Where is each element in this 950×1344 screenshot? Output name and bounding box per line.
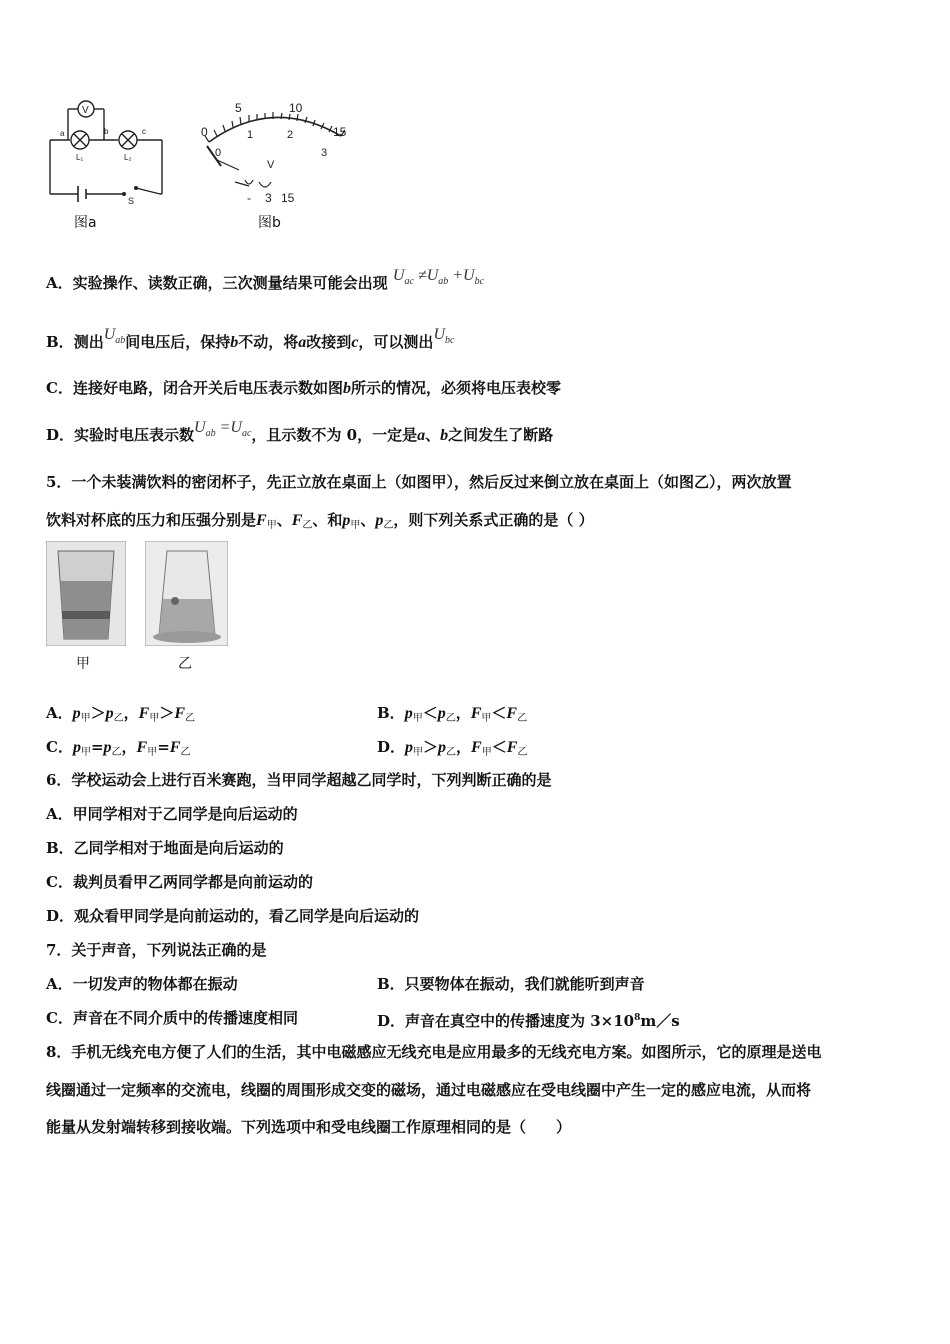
- node-b-label: b: [104, 127, 109, 136]
- q4-option-b: B．测出$U_{ab}$间电压后，保持b不动，将a改接到c，可以测出$U_{bc}$: [46, 326, 455, 351]
- q6-option-c: C．裁判员看甲乙两同学都是向前运动的: [46, 873, 313, 891]
- q4-option-d: D．实验时电压表示数$U_{ab} =U_{ac}$，且示数不为 0，一定是a、b之间发生了断路: [46, 419, 554, 444]
- q5-stem-line2: 饮料对杯底的压力和压强分别是$F_甲$、$F_乙$、和$p_甲$、$p_乙$，则下列关系式正确的是（ ）: [46, 511, 594, 531]
- q5-option-a: A．$p_甲>p_乙$，$F_甲>F_乙$: [46, 704, 196, 724]
- lamp2-label: L₂: [124, 153, 132, 162]
- q6-option-b: B．乙同学相对于地面是向后运动的: [46, 839, 284, 857]
- scale-bottom-2: 2: [287, 129, 294, 141]
- scale-top-10: 10: [289, 101, 303, 115]
- q5-option-b: B．$p_甲<p_乙$，$F_甲<F_乙$: [377, 704, 528, 724]
- cup1-label: 甲: [76, 656, 90, 672]
- fig-a-label: 图a: [74, 215, 97, 231]
- q8-stem-line2: 线圈通过一定频率的交流电，线圈的周围形成交变的磁场，通过电磁感应在受电线圈中产生一定的感应电流，从而将: [46, 1081, 812, 1099]
- meter-unit: V: [267, 159, 275, 171]
- terminal-minus: -: [247, 191, 251, 205]
- switch-label: S: [128, 196, 135, 204]
- q4-option-a: A．实验操作、读数正确，三次测量结果可能会出现 $U_{ac} \ne U_{ab} +U_{bc}$: [46, 267, 485, 292]
- terminal-15: 15: [281, 191, 295, 205]
- circuit-diagram: [40, 96, 170, 204]
- scale-top-15: 15: [333, 125, 347, 139]
- voltmeter-dial: [195, 96, 355, 208]
- node-a-label: a: [60, 129, 65, 138]
- q8-stem-line1: 8．手机无线充电方便了人们的生活，其中电磁感应无线充电是应用最多的无线充电方案。如图所示，它的原理是送电: [46, 1043, 822, 1061]
- q7-stem: 7．关于声音，下列说法正确的是: [46, 941, 267, 959]
- q7-option-b: B．只要物体在振动，我们就能听到声音: [377, 975, 645, 993]
- q7-option-a: A．一切发声的物体都在振动: [46, 975, 238, 993]
- fig-b-label: 图b: [258, 215, 281, 231]
- q6-option-d: D．观众看甲同学是向前运动的，看乙同学是向后运动的: [46, 907, 420, 925]
- q4-option-c: C．连接好电路，闭合开关后电压表示数如图b所示的情况，必须将电压表校零: [46, 379, 561, 397]
- q7-option-c: C．声音在不同介质中的传播速度相同: [46, 1009, 298, 1027]
- q6-stem: 6．学校运动会上进行百米赛跑，当甲同学超越乙同学时，下列判断正确的是: [46, 771, 552, 789]
- voltmeter-symbol: V: [82, 105, 89, 116]
- scale-bottom-3: 3: [321, 147, 328, 159]
- q5-option-d: D．$p_甲>p_乙$，$F_甲<F_乙$: [377, 738, 528, 758]
- formula-uac-neq: $U_{ac} \ne U_{ab} +U_{bc}$: [392, 267, 485, 287]
- q5-option-c: C．$p_甲=p_乙$，$F_甲=F_乙$: [46, 738, 191, 758]
- scale-top-0: 0: [201, 125, 208, 139]
- scale-top-5: 5: [235, 101, 242, 115]
- cup-upright-image: [46, 541, 126, 646]
- node-c-label: c: [142, 127, 146, 136]
- q6-option-a: A．甲同学相对于乙同学是向后运动的: [46, 805, 298, 823]
- scale-bottom-1: 1: [247, 129, 254, 141]
- q7-option-d: D．声音在真空中的传播速度为 $3\times 10^8m/s$: [377, 1012, 680, 1030]
- q8-stem-line3: 能量从发射端转移到接收端。下列选项中和受电线圈工作原理相同的是（ ）: [46, 1118, 572, 1136]
- lamp1-label: L₁: [76, 153, 84, 162]
- cup-inverted-image: [145, 541, 228, 646]
- scale-bottom-0: 0: [215, 147, 222, 159]
- terminal-3: 3: [265, 191, 272, 205]
- cup2-label: 乙: [178, 656, 192, 672]
- q5-stem-line1: 5．一个未装满饮料的密闭杯子，先正立放在桌面上（如图甲），然后反过来倒立放在桌面上（如图乙），两次放置: [46, 473, 792, 491]
